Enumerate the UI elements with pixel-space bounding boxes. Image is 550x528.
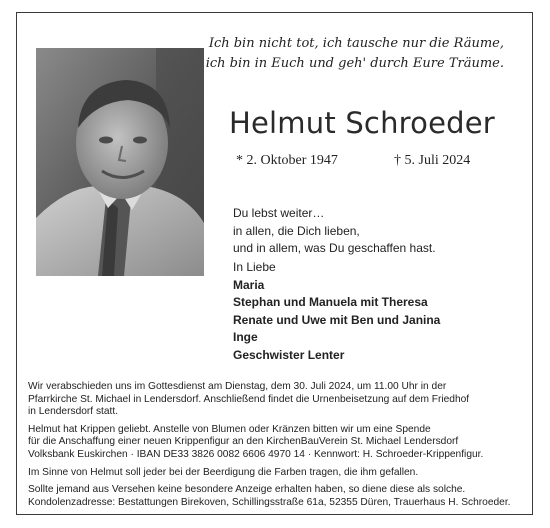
text-line: für die Anschaffung einer neuen Krippenfigur an den KirchenBauVerein St. Michael Lendersdorf [28, 436, 459, 448]
text-line: Kondolenzadresse: Bestattungen Birekoven, Schillingsstraße 61a, 52355 Düren, Trauerhaus H. Schroeder. [28, 496, 511, 508]
deceased-name: Helmut Schroeder [229, 106, 495, 140]
mourner-name: Maria [233, 277, 265, 292]
quote-line: ich bin in Euch und geh' durch Eure Träume. [205, 56, 504, 71]
mourners-list [233, 259, 440, 364]
verse-line: in allen, die Dich lieben, [233, 223, 360, 238]
mourner-name: Inge [233, 330, 258, 344]
text-line: Pfarrkirche St. Michael in Lendersdorf. Anschließend findet die Urnenbeisetzung auf dem Friedhof [28, 393, 470, 405]
mourner-name: Geschwister Lenter [233, 347, 345, 362]
mourner-name: Stephan und Manuela mit Theresa [233, 295, 428, 309]
text-line: Wir verabschieden uns im Gottesdienst am Dienstag, dem 30. Juli 2024, um 11.00 Uhr in der [28, 381, 447, 392]
dress-code-paragraph [28, 467, 528, 480]
notice-body [28, 381, 528, 514]
memorial-quote [206, 34, 504, 74]
text-line: Sollte jemand aus Versehen keine besondere Anzeige erhalten haben, so diene diese als solche. [28, 484, 466, 496]
mourner-name: Renate und Uwe mit Ben und Janina [233, 312, 441, 327]
condolence-paragraph [28, 484, 528, 509]
text-line: in Lendersdorf statt. [28, 406, 119, 418]
donation-paragraph [28, 424, 528, 462]
death-date: † 5. Juli 2024 [394, 153, 471, 168]
quote-line: Ich bin nicht tot, ich tausche nur die Räume, [208, 36, 504, 51]
birth-date: * 2. Oktober 1947 [236, 153, 338, 168]
text-line: Im Sinne von Helmut soll jeder bei der Beerdigung die Farben tragen, die ihm gefallen. [28, 466, 419, 478]
farewell-verse [233, 205, 436, 258]
portrait-photo-image [36, 48, 204, 276]
service-paragraph [28, 381, 528, 419]
verse-line: und in allem, was Du geschaffen hast. [233, 241, 436, 255]
mourners-intro: In Liebe [233, 260, 276, 274]
portrait-photo [36, 48, 204, 276]
text-line: Helmut hat Krippen geliebt. Anstelle von Blumen oder Kränzen bitten wir um eine Spende [28, 423, 431, 435]
verse-line: Du lebst weiter… [233, 206, 325, 220]
text-line: Volksbank Euskirchen · IBAN DE33 3826 0082 6606 4970 14 · Kennwort: H. Schroeder-Krippenfigur. [28, 448, 484, 460]
